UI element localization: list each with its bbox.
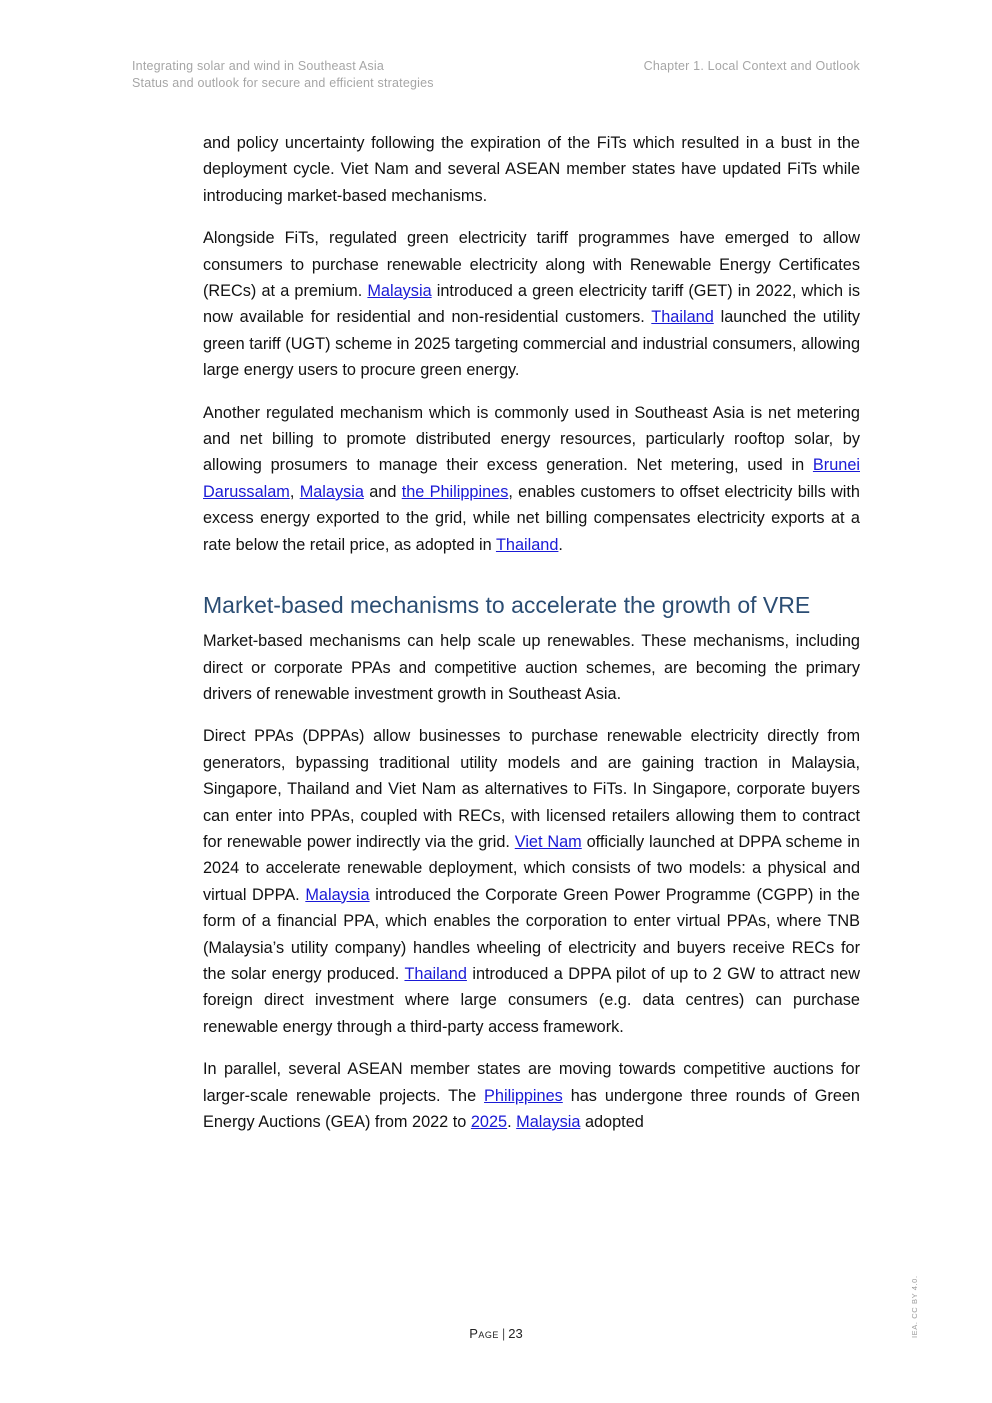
chapter-title: Chapter 1. Local Context and Outlook: [643, 59, 860, 73]
running-header-right: [644, 58, 860, 75]
link-malaysia[interactable]: Malaysia: [299, 482, 364, 501]
paragraph: In parallel, several ASEAN member states are moving towards competitive auctions for larger-scale renewable projects. The Philippines has undergone three rounds of Green Energy Auctions (GEA) from 2022 to 2025. Malaysia adopted: [203, 1060, 860, 1131]
link-malaysia[interactable]: Malaysia: [305, 885, 370, 904]
link-thailand[interactable]: Thailand: [651, 308, 714, 327]
link-malaysia[interactable]: Malaysia: [367, 282, 432, 301]
paragraph: Market-based mechanisms can help scale up renewables. These mechanisms, including direct or corporate PPAs and competitive auction schemes, are becoming the primary drivers of renewable investment growth in Southeast Asia.: [203, 632, 860, 703]
page-label: Page: [469, 1326, 499, 1341]
report-subtitle: Status and outlook for secure and efficient strategies: [132, 76, 434, 90]
license-note: IEA. CC BY 4.0.: [910, 1275, 919, 1338]
report-title: Integrating solar and wind in Southeast Asia: [132, 59, 385, 73]
link-philippines[interactable]: Philippines: [484, 1086, 563, 1105]
link-the-philippines[interactable]: the Philippines: [401, 482, 509, 501]
link-thailand[interactable]: Thailand: [404, 964, 467, 983]
link-brunei-darussalam[interactable]: Brunei Darussalam: [203, 456, 860, 501]
page-number: 23: [508, 1326, 523, 1341]
section-heading: Market-based mechanisms to accelerate the growth of VRE: [203, 592, 811, 619]
page-number-footer: [0, 1326, 992, 1341]
page-body: [203, 130, 860, 1151]
link-2025[interactable]: 2025: [470, 1113, 508, 1131]
paragraph: Direct PPAs (DPPAs) allow businesses to purchase renewable electricity directly from generators, bypassing traditional utility models and are gaining traction in Malaysia, Singapore, Thailand and Viet Nam as alternatives to FiTs. In Singapore, corporate buyers can enter into PPAs, coupled with RECs, with licensed retailers allowing them to contract for renewable power indirectly via the grid. Viet Nam officially launched at DPPA scheme in 2024 to accelerate renewable deployment, which consists of two models: a physical and virtual DPPA. Malaysia introduced the Corporate Green Power Programme (CGPP) in the form of a financial PPA, which enables the corporation to enter virtual PPAs, where TNB (Malaysia’s utility company) handles wheeling of electricity and buyers receive RECs for the solar energy produced. Thailand introduced a DPPA pilot of up to 2 GW to attract new foreign direct investment where large consumers (e.g. data centres) can purchase renewable energy through a third-party access framework.: [203, 727, 860, 1036]
paragraph: and policy uncertainty following the expiration of the FiTs which resulted in a bust in the deployment cycle. Viet Nam and several ASEAN member states have updated FiTs while introducing market-based mechanisms.: [203, 134, 860, 205]
paragraph: Alongside FiTs, regulated green electricity tariff programmes have emerged to allow consumers to purchase renewable electricity along with Renewable Energy Certificates (RECs) at a premium. Malaysia introduced a green electricity tariff (GET) in 2022, which is now available for residential and non-residential customers. Thailand launched the utility green tariff (UGT) scheme in 2025 targeting commercial and industrial consumers, allowing large energy users to procure green energy.: [203, 229, 861, 380]
paragraph: Another regulated mechanism which is commonly used in Southeast Asia is net metering and net billing to promote distributed energy resources, particularly rooftop solar, by allowing prosumers to manage their excess generation. Net metering, used in Brunei Darussalam, Malaysia and the Philippines, enables customers to offset electricity bills with excess energy exported to the grid, while net billing compensates electricity exports at a rate below the retail price, as adopted in Thailand.: [203, 403, 860, 554]
running-header-left: [132, 58, 434, 92]
page-separator: |: [501, 1326, 506, 1341]
link-thailand[interactable]: Thailand: [495, 535, 559, 554]
link-malaysia[interactable]: Malaysia: [516, 1113, 581, 1131]
link-viet-nam[interactable]: Viet Nam: [514, 832, 582, 851]
